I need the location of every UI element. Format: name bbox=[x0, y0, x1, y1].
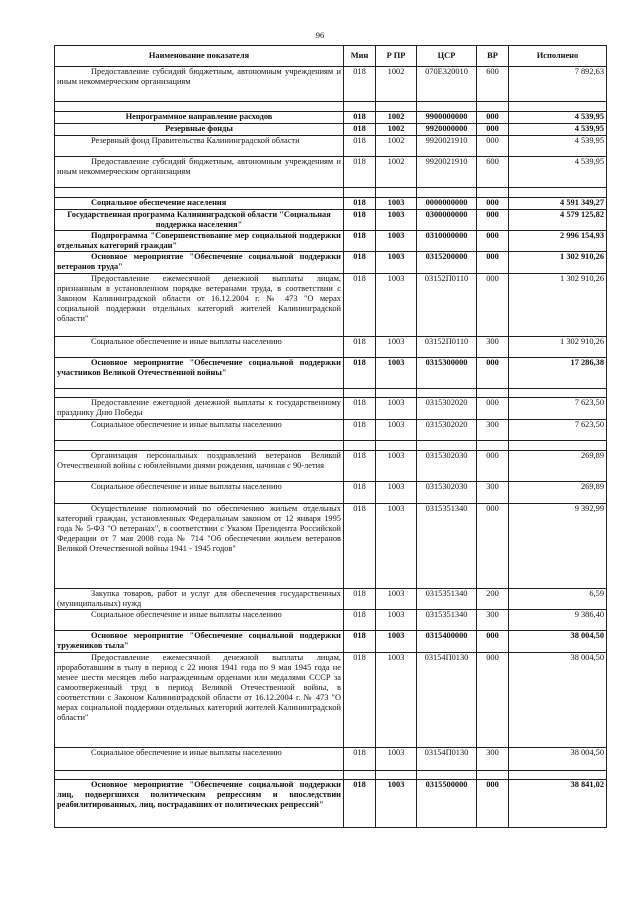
table-row bbox=[55, 653, 607, 748]
row-amount: 269,89 bbox=[509, 451, 607, 482]
table-header-row bbox=[55, 46, 607, 67]
row-vr: 000 bbox=[477, 504, 509, 589]
table-row bbox=[55, 136, 607, 157]
row-csr: 0315302030 bbox=[417, 451, 477, 482]
row-rpr: 1002 bbox=[376, 67, 417, 102]
row-amount: 38 004,50 bbox=[509, 653, 607, 748]
row-rpr: 1003 bbox=[376, 420, 417, 441]
row-name: Основное мероприятие "Обеспечение социальной поддержки тружеников тыла" bbox=[55, 631, 344, 653]
table-row bbox=[55, 274, 607, 337]
table-row bbox=[55, 780, 607, 828]
table-row bbox=[55, 231, 607, 252]
row-csr: 9920000000 bbox=[417, 124, 477, 136]
table-row bbox=[55, 112, 607, 124]
table-row bbox=[55, 482, 607, 504]
row-csr: 03152П0110 bbox=[417, 274, 477, 337]
row-min: 018 bbox=[344, 157, 376, 188]
row-rpr: 1003 bbox=[376, 748, 417, 771]
row-rpr: 1002 bbox=[376, 157, 417, 188]
row-min: 018 bbox=[344, 589, 376, 610]
row-csr: 070Е320010 bbox=[417, 67, 477, 102]
row-rpr: 1003 bbox=[376, 631, 417, 653]
row-vr: 000 bbox=[477, 451, 509, 482]
row-rpr: 1003 bbox=[376, 610, 417, 631]
row-amount: 1 302 910,26 bbox=[509, 252, 607, 274]
row-amount: 9 392,99 bbox=[509, 504, 607, 589]
row-amount: 38 841,02 bbox=[509, 780, 607, 828]
row-rpr: 1003 bbox=[376, 398, 417, 420]
row-name: Предоставление ежемесячной денежной выплаты лицам, проработавшим в тылу в период с 22 июня 1941 года по 9 мая 1945 года не менее шести месяцев либо награжденным орденами или медалями СССР за самоотверженный труд в период Великой Отечественной войны, в соответствии с Законом Калининградской области от 16.12.2004 г. № 473 "О мерах социальной поддержки отдельных категорий жителей Калининградской области" bbox=[55, 653, 344, 748]
row-name: Резервные фонды bbox=[55, 124, 344, 136]
row-vr: 000 bbox=[477, 124, 509, 136]
spacer-row bbox=[55, 771, 607, 780]
table-row bbox=[55, 748, 607, 771]
row-name: Организация персональных поздравлений ветеранов Великой Отечественной войны с юбилейными днями рождения, начиная с 90-летия bbox=[55, 451, 344, 482]
row-name: Резервный фонд Правительства Калининградской области bbox=[55, 136, 344, 157]
spacer-row bbox=[55, 389, 607, 398]
row-amount: 7 892,63 bbox=[509, 67, 607, 102]
table-row bbox=[55, 589, 607, 610]
row-vr: 300 bbox=[477, 482, 509, 504]
row-name: Социальное обеспечение и иные выплаты населению bbox=[55, 610, 344, 631]
row-name: Подпрограмма "Совершенствование мер социальной поддержки отдельных категорий граждан" bbox=[55, 231, 344, 252]
table-row bbox=[55, 157, 607, 188]
row-vr: 200 bbox=[477, 589, 509, 610]
row-min: 018 bbox=[344, 358, 376, 389]
row-vr: 000 bbox=[477, 631, 509, 653]
row-amount: 7 623,50 bbox=[509, 420, 607, 441]
row-name: Непрограммное направление расходов bbox=[55, 112, 344, 124]
row-name: Социальное обеспечение и иные выплаты населению bbox=[55, 337, 344, 358]
row-name: Социальное обеспечение и иные выплаты населению bbox=[55, 748, 344, 771]
row-min: 018 bbox=[344, 610, 376, 631]
row-vr: 000 bbox=[477, 198, 509, 210]
row-min: 018 bbox=[344, 631, 376, 653]
row-csr: 0315200000 bbox=[417, 252, 477, 274]
row-vr: 000 bbox=[477, 358, 509, 389]
row-rpr: 1003 bbox=[376, 653, 417, 748]
row-amount: 38 004,50 bbox=[509, 631, 607, 653]
row-min: 018 bbox=[344, 136, 376, 157]
row-csr: 03154П0130 bbox=[417, 653, 477, 748]
row-csr: 0315351340 bbox=[417, 610, 477, 631]
row-rpr: 1003 bbox=[376, 780, 417, 828]
table-row bbox=[55, 337, 607, 358]
row-amount: 9 386,40 bbox=[509, 610, 607, 631]
row-csr: 03154П0130 bbox=[417, 748, 477, 771]
row-vr: 000 bbox=[477, 780, 509, 828]
row-rpr: 1003 bbox=[376, 274, 417, 337]
table-row bbox=[55, 420, 607, 441]
row-min: 018 bbox=[344, 780, 376, 828]
row-csr: 0315302030 bbox=[417, 482, 477, 504]
row-name: Основное мероприятие "Обеспечение социальной поддержки лиц, подвергшихся политическим репрессиям и впоследствии реабилитированных, лиц, пострадавших от политических репрессий" bbox=[55, 780, 344, 828]
row-csr: 0315351340 bbox=[417, 589, 477, 610]
row-csr: 9900000000 bbox=[417, 112, 477, 124]
row-min: 018 bbox=[344, 748, 376, 771]
table-row bbox=[55, 398, 607, 420]
table-row bbox=[55, 67, 607, 102]
spacer-row bbox=[55, 188, 607, 198]
row-name: Социальное обеспечение населения bbox=[55, 198, 344, 210]
row-min: 018 bbox=[344, 420, 376, 441]
row-csr: 03152П0110 bbox=[417, 337, 477, 358]
row-name: Предоставление субсидий бюджетным, автономным учреждениям и иным некоммерческим организациям bbox=[55, 157, 344, 188]
row-amount: 4 591 349,27 bbox=[509, 198, 607, 210]
budget-execution-table bbox=[54, 45, 607, 828]
row-vr: 000 bbox=[477, 136, 509, 157]
row-rpr: 1003 bbox=[376, 589, 417, 610]
row-rpr: 1003 bbox=[376, 482, 417, 504]
row-rpr: 1003 bbox=[376, 504, 417, 589]
page-number: 96 bbox=[315, 30, 325, 40]
row-name: Социальное обеспечение и иные выплаты населению bbox=[55, 482, 344, 504]
row-vr: 000 bbox=[477, 398, 509, 420]
row-vr: 600 bbox=[477, 157, 509, 188]
header-vr: ВР bbox=[477, 46, 509, 67]
table-row bbox=[55, 451, 607, 482]
row-amount: 269,89 bbox=[509, 482, 607, 504]
row-name: Закупка товаров, работ и услуг для обеспечения государственных (муниципальных) нужд bbox=[55, 589, 344, 610]
row-amount: 17 286,38 bbox=[509, 358, 607, 389]
row-vr: 000 bbox=[477, 231, 509, 252]
row-vr: 000 bbox=[477, 274, 509, 337]
header-name: Наименование показателя bbox=[55, 46, 344, 67]
row-vr: 300 bbox=[477, 420, 509, 441]
row-csr: 0300000000 bbox=[417, 210, 477, 231]
row-amount: 7 623,50 bbox=[509, 398, 607, 420]
row-min: 018 bbox=[344, 653, 376, 748]
table-row bbox=[55, 504, 607, 589]
row-vr: 000 bbox=[477, 210, 509, 231]
row-vr: 300 bbox=[477, 337, 509, 358]
row-vr: 300 bbox=[477, 610, 509, 631]
row-csr: 0315302020 bbox=[417, 398, 477, 420]
row-amount: 4 539,95 bbox=[509, 136, 607, 157]
row-csr: 9920021910 bbox=[417, 157, 477, 188]
row-csr: 0315351340 bbox=[417, 504, 477, 589]
row-min: 018 bbox=[344, 274, 376, 337]
row-rpr: 1002 bbox=[376, 112, 417, 124]
row-min: 018 bbox=[344, 124, 376, 136]
spacer-row bbox=[55, 441, 607, 451]
row-rpr: 1002 bbox=[376, 124, 417, 136]
row-rpr: 1003 bbox=[376, 337, 417, 358]
row-vr: 000 bbox=[477, 653, 509, 748]
row-csr: 0315302020 bbox=[417, 420, 477, 441]
row-name: Государственная программа Калининградской области "Социальная поддержка населения" bbox=[55, 210, 344, 231]
row-min: 018 bbox=[344, 210, 376, 231]
row-rpr: 1003 bbox=[376, 198, 417, 210]
row-min: 018 bbox=[344, 231, 376, 252]
table-row bbox=[55, 198, 607, 210]
row-vr: 600 bbox=[477, 67, 509, 102]
row-rpr: 1003 bbox=[376, 451, 417, 482]
header-executed: Исполнено bbox=[509, 46, 607, 67]
row-name: Предоставление ежегодной денежной выплаты к государственному празднику Дню Победы bbox=[55, 398, 344, 420]
row-vr: 000 bbox=[477, 112, 509, 124]
row-amount: 4 579 125,82 bbox=[509, 210, 607, 231]
row-rpr: 1003 bbox=[376, 358, 417, 389]
row-min: 018 bbox=[344, 67, 376, 102]
row-name: Социальное обеспечение и иные выплаты населению bbox=[55, 420, 344, 441]
row-min: 018 bbox=[344, 112, 376, 124]
row-amount: 2 996 154,93 bbox=[509, 231, 607, 252]
row-amount: 1 302 910,26 bbox=[509, 337, 607, 358]
row-csr: 0315400000 bbox=[417, 631, 477, 653]
row-amount: 38 004,50 bbox=[509, 748, 607, 771]
header-min: Мин bbox=[344, 46, 376, 67]
row-rpr: 1003 bbox=[376, 231, 417, 252]
header-rpr: Р ПР bbox=[376, 46, 417, 67]
row-min: 018 bbox=[344, 252, 376, 274]
table-row bbox=[55, 610, 607, 631]
row-name: Предоставление ежемесячной денежной выплаты лицам, признанным в установленном порядке ветеранами труда, в соответствии с Законом Калининградской области от 16.12.2004 г. № 473 "О мерах социальной поддержки отдельных категорий жителей Калининградской области" bbox=[55, 274, 344, 337]
row-min: 018 bbox=[344, 198, 376, 210]
row-rpr: 1002 bbox=[376, 136, 417, 157]
row-rpr: 1003 bbox=[376, 252, 417, 274]
row-min: 018 bbox=[344, 482, 376, 504]
row-name: Основное мероприятие "Обеспечение социальной поддержки ветеранов труда" bbox=[55, 252, 344, 274]
row-name: Основное мероприятие "Обеспечение социальной поддержки участников Великой Отечественной войны" bbox=[55, 358, 344, 389]
row-csr: 0315500000 bbox=[417, 780, 477, 828]
row-amount: 6,59 bbox=[509, 589, 607, 610]
row-csr: 9920021910 bbox=[417, 136, 477, 157]
row-name: Осуществление полномочий по обеспечению жильем отдельных категорий граждан, установленных Федеральным законом от 12 января 1995 года № 5-ФЗ "О ветеранах", в соответствии с Указом Президента Российской Федерации от 7 мая 2008 года № 714 "Об обеспечении жильем ветеранов Великой Отечественной войны 1941 - 1945 годов" bbox=[55, 504, 344, 589]
header-csr: ЦСР bbox=[417, 46, 477, 67]
table-row bbox=[55, 252, 607, 274]
row-amount: 4 539,95 bbox=[509, 124, 607, 136]
row-csr: 0000000000 bbox=[417, 198, 477, 210]
row-vr: 300 bbox=[477, 748, 509, 771]
row-csr: 0315300000 bbox=[417, 358, 477, 389]
row-min: 018 bbox=[344, 451, 376, 482]
row-vr: 000 bbox=[477, 252, 509, 274]
table-row bbox=[55, 210, 607, 231]
table-row bbox=[55, 124, 607, 136]
row-amount: 4 539,95 bbox=[509, 112, 607, 124]
table-row bbox=[55, 358, 607, 389]
row-amount: 1 302 910,26 bbox=[509, 274, 607, 337]
table-row bbox=[55, 631, 607, 653]
spacer-row bbox=[55, 102, 607, 112]
row-min: 018 bbox=[344, 504, 376, 589]
row-rpr: 1003 bbox=[376, 210, 417, 231]
row-min: 018 bbox=[344, 398, 376, 420]
row-csr: 0310000000 bbox=[417, 231, 477, 252]
row-amount: 4 539,95 bbox=[509, 157, 607, 188]
row-name: Предоставление субсидий бюджетным, автономным учреждениям и иным некоммерческим организациям bbox=[55, 67, 344, 102]
row-min: 018 bbox=[344, 337, 376, 358]
